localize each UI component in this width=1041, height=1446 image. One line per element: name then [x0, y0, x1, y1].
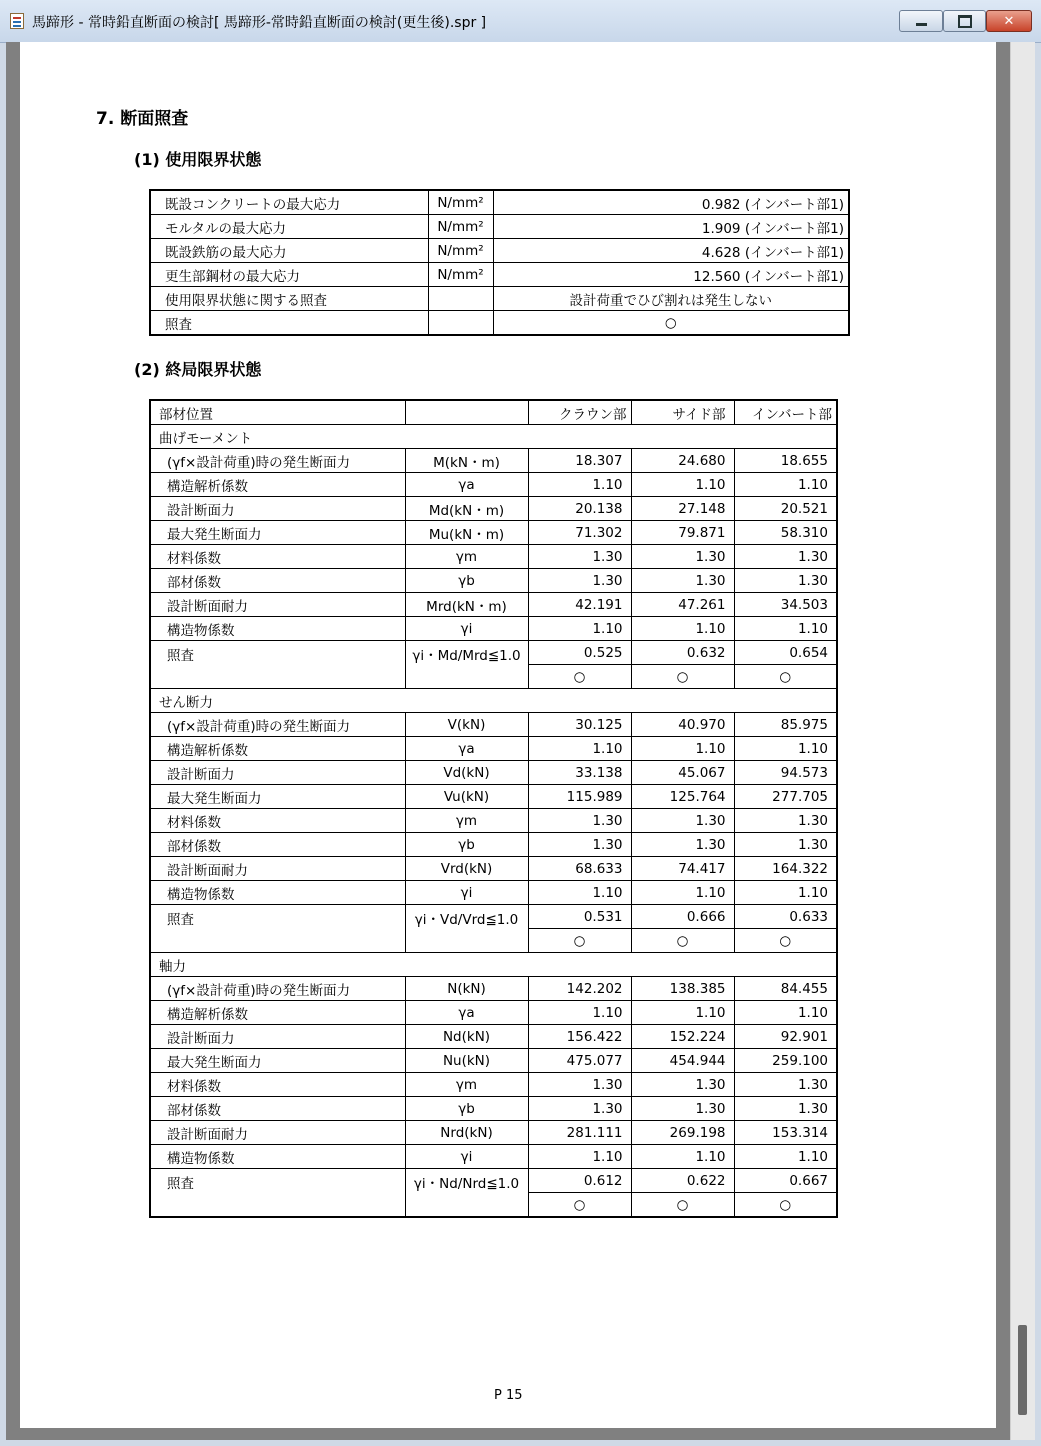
row-value: 12.560 (インバート部1) [493, 263, 849, 287]
table-row [150, 1025, 837, 1049]
row-symbol: γm [405, 1073, 528, 1097]
row-symbol: γa [405, 737, 528, 761]
table-row [150, 713, 837, 737]
row-value: 1.30 [528, 569, 631, 593]
table-row [150, 617, 837, 641]
table-row [150, 977, 837, 1001]
row-symbol: M(kN・m) [405, 449, 528, 473]
row-value: 277.705 [734, 785, 837, 809]
ok-mark: ○ [528, 1193, 631, 1218]
table-row [150, 449, 837, 473]
row-value: 18.307 [528, 449, 631, 473]
ultimate-table [149, 399, 838, 1218]
document-viewport[interactable] [6, 42, 1035, 1440]
row-value: 1.30 [631, 809, 734, 833]
row-label: 設計断面力 [150, 497, 405, 521]
row-value: 92.901 [734, 1025, 837, 1049]
row-value: 0.982 (インバート部1) [493, 190, 849, 215]
group-header-row [150, 953, 837, 977]
row-value: 1.10 [631, 1001, 734, 1025]
table-row [150, 1073, 837, 1097]
row-value: 1.10 [528, 617, 631, 641]
row-value: 1.30 [528, 545, 631, 569]
row-value: 40.970 [631, 713, 734, 737]
ok-mark: ○ [734, 1193, 837, 1218]
table-row [150, 473, 837, 497]
row-label: 更生部鋼材の最大応力 [150, 263, 428, 287]
empty-cell [428, 287, 493, 311]
row-symbol: γi [405, 1145, 528, 1169]
row-value: 1.30 [631, 833, 734, 857]
row-value: 1.30 [734, 1097, 837, 1121]
row-symbol: V(kN) [405, 713, 528, 737]
row-label: 設計断面耐力 [150, 857, 405, 881]
title-bar[interactable] [0, 0, 1041, 43]
group-name: 軸力 [150, 953, 837, 977]
table-row [150, 1049, 837, 1073]
header-label: 部材位置 [150, 400, 405, 425]
table-row [150, 239, 849, 263]
window-title: 馬蹄形 - 常時鉛直断面の検討[ 馬蹄形-常時鉛直断面の検討(更生後).spr ] [32, 15, 487, 31]
ok-mark: ○ [734, 665, 837, 689]
row-value: 259.100 [734, 1049, 837, 1073]
row-label: 構造物係数 [150, 1145, 405, 1169]
table-row [150, 545, 837, 569]
row-unit: N/mm² [428, 215, 493, 239]
row-value: 1.30 [734, 809, 837, 833]
row-value: 94.573 [734, 761, 837, 785]
row-label: 既設鉄筋の最大応力 [150, 239, 428, 263]
check-value: 0.622 [631, 1169, 734, 1193]
table-row [150, 785, 837, 809]
row-value: 1.30 [528, 1097, 631, 1121]
ultimate-title: (2) 終局限界状態 [134, 360, 262, 379]
row-symbol: γb [405, 569, 528, 593]
row-unit: N/mm² [428, 239, 493, 263]
table-row [150, 1121, 837, 1145]
row-label: (γf×設計荷重)時の発生断面力 [150, 977, 405, 1001]
row-value: 475.077 [528, 1049, 631, 1073]
page-number: P 15 [494, 1388, 523, 1403]
row-value: 79.871 [631, 521, 734, 545]
header-side: サイド部 [631, 400, 734, 425]
row-value: 1.30 [528, 833, 631, 857]
row-value: 1.10 [734, 881, 837, 905]
row-value: 68.633 [528, 857, 631, 881]
row-value: 1.30 [528, 809, 631, 833]
row-label: (γf×設計荷重)時の発生断面力 [150, 449, 405, 473]
row-symbol: γa [405, 473, 528, 497]
table-row [150, 1097, 837, 1121]
table-row [150, 593, 837, 617]
row-label: 構造解析係数 [150, 473, 405, 497]
table-row [150, 215, 849, 239]
row-value: 152.224 [631, 1025, 734, 1049]
row-value: 1.10 [631, 617, 734, 641]
row-value: 1.30 [734, 833, 837, 857]
row-value: 1.10 [528, 1001, 631, 1025]
row-label: 材料係数 [150, 545, 405, 569]
ok-mark: ○ [528, 665, 631, 689]
row-value: 30.125 [528, 713, 631, 737]
row-value: 1.10 [734, 1145, 837, 1169]
table-row [150, 287, 849, 311]
group-name: 曲げモーメント [150, 425, 837, 449]
row-label: 構造物係数 [150, 881, 405, 905]
row-value: 20.138 [528, 497, 631, 521]
table-row [150, 857, 837, 881]
row-symbol: Vrd(kN) [405, 857, 528, 881]
serviceability-table [149, 189, 850, 336]
table-header [150, 400, 837, 425]
table-row [150, 190, 849, 215]
serviceability-title: (1) 使用限界状態 [134, 150, 262, 169]
close-icon: ✕ [1003, 13, 1015, 29]
row-value: 1.10 [631, 1145, 734, 1169]
ok-mark: ○ [631, 1193, 734, 1218]
row-value: 156.422 [528, 1025, 631, 1049]
row-value: 18.655 [734, 449, 837, 473]
row-value: 1.30 [734, 569, 837, 593]
row-value: 1.30 [631, 1097, 734, 1121]
row-value: 1.10 [734, 737, 837, 761]
row-value: 153.314 [734, 1121, 837, 1145]
check-label: 使用限界状態に関する照査 [150, 287, 428, 311]
row-symbol: γb [405, 1097, 528, 1121]
row-label: 部材係数 [150, 569, 405, 593]
check-formula: γi・Vd/Vrd≦1.0 [405, 905, 528, 953]
maximize-icon [958, 15, 972, 28]
row-symbol: Vd(kN) [405, 761, 528, 785]
row-label: 部材係数 [150, 1097, 405, 1121]
row-unit: N/mm² [428, 190, 493, 215]
row-label: 部材係数 [150, 833, 405, 857]
row-value: 115.989 [528, 785, 631, 809]
group-name: せん断力 [150, 689, 837, 713]
row-label: 最大発生断面力 [150, 521, 405, 545]
row-value: 1.10 [734, 1001, 837, 1025]
check-row [150, 905, 837, 929]
table-row [150, 1001, 837, 1025]
row-value: 24.680 [631, 449, 734, 473]
row-value: 20.521 [734, 497, 837, 521]
row-symbol: γm [405, 545, 528, 569]
ok-mark: ○ [493, 311, 849, 336]
table-row [150, 737, 837, 761]
check-label: 照査 [150, 905, 405, 953]
check-row [150, 1169, 837, 1193]
document-page [20, 42, 996, 1428]
document-icon [10, 13, 24, 29]
table-row [150, 569, 837, 593]
row-symbol: γm [405, 809, 528, 833]
row-value: 1.30 [734, 1073, 837, 1097]
row-value: 1.10 [528, 737, 631, 761]
row-value: 45.067 [631, 761, 734, 785]
row-symbol: Nrd(kN) [405, 1121, 528, 1145]
row-value: 1.10 [528, 1145, 631, 1169]
header-crown: クラウン部 [528, 400, 631, 425]
ok-mark: ○ [631, 665, 734, 689]
row-value: 34.503 [734, 593, 837, 617]
empty-cell [428, 311, 493, 336]
row-unit: N/mm² [428, 263, 493, 287]
row-value: 42.191 [528, 593, 631, 617]
row-label: 構造物係数 [150, 617, 405, 641]
check-value: 0.531 [528, 905, 631, 929]
row-value: 27.148 [631, 497, 734, 521]
row-value: 33.138 [528, 761, 631, 785]
row-symbol: Mu(kN・m) [405, 521, 528, 545]
vertical-scrollbar[interactable] [1010, 42, 1035, 1440]
row-value: 1.10 [528, 473, 631, 497]
row-value: 4.628 (インバート部1) [493, 239, 849, 263]
ok-mark: ○ [631, 929, 734, 953]
row-value: 1.30 [528, 1073, 631, 1097]
row-symbol: γa [405, 1001, 528, 1025]
row-label: 最大発生断面力 [150, 785, 405, 809]
check-label: 照査 [150, 1169, 405, 1218]
row-value: 1.10 [734, 617, 837, 641]
check-label: 照査 [150, 641, 405, 689]
row-value: 1.10 [631, 473, 734, 497]
table-row [150, 1145, 837, 1169]
row-label: 材料係数 [150, 1073, 405, 1097]
minimize-icon [916, 23, 927, 26]
row-label: 構造解析係数 [150, 1001, 405, 1025]
table-row [150, 521, 837, 545]
row-value: 1.10 [631, 737, 734, 761]
row-value: 1.909 (インバート部1) [493, 215, 849, 239]
row-value: 142.202 [528, 977, 631, 1001]
row-label: 既設コンクリートの最大応力 [150, 190, 428, 215]
check-formula: γi・Nd/Nrd≦1.0 [405, 1169, 528, 1218]
close-button[interactable] [986, 10, 1032, 32]
row-value: 1.30 [631, 569, 734, 593]
ok-mark: ○ [734, 929, 837, 953]
row-symbol: Nd(kN) [405, 1025, 528, 1049]
empty-cell [405, 400, 528, 425]
group-header-row [150, 689, 837, 713]
row-value: 58.310 [734, 521, 837, 545]
check-value: 0.654 [734, 641, 837, 665]
ok-mark: ○ [528, 929, 631, 953]
check-value: 0.667 [734, 1169, 837, 1193]
table-row [150, 761, 837, 785]
row-value: 1.30 [631, 545, 734, 569]
minimize-button[interactable] [899, 10, 943, 32]
check-formula: γi・Md/Mrd≦1.0 [405, 641, 528, 689]
check-value: 0.612 [528, 1169, 631, 1193]
table-row [150, 809, 837, 833]
check-value: 0.632 [631, 641, 734, 665]
check-value: 0.666 [631, 905, 734, 929]
row-value: 1.30 [734, 545, 837, 569]
row-value: 125.764 [631, 785, 734, 809]
row-label: 設計断面力 [150, 1025, 405, 1049]
row-label: 設計断面耐力 [150, 1121, 405, 1145]
row-symbol: Mrd(kN・m) [405, 593, 528, 617]
maximize-button[interactable] [943, 10, 986, 32]
row-value: 269.198 [631, 1121, 734, 1145]
check-value: 0.633 [734, 905, 837, 929]
row-label: 最大発生断面力 [150, 1049, 405, 1073]
row-value: 84.455 [734, 977, 837, 1001]
row-symbol: N(kN) [405, 977, 528, 1001]
table-row [150, 311, 849, 336]
table-row [150, 833, 837, 857]
row-value: 85.975 [734, 713, 837, 737]
table-row [150, 263, 849, 287]
row-label: 設計断面耐力 [150, 593, 405, 617]
row-label: 材料係数 [150, 809, 405, 833]
table-row [150, 497, 837, 521]
row-symbol: Nu(kN) [405, 1049, 528, 1073]
row-label: (γf×設計荷重)時の発生断面力 [150, 713, 405, 737]
row-symbol: γi [405, 881, 528, 905]
header-invert: インバート部 [734, 400, 837, 425]
row-symbol: Md(kN・m) [405, 497, 528, 521]
row-label: 構造解析係数 [150, 737, 405, 761]
row-value: 281.111 [528, 1121, 631, 1145]
row-value: 454.944 [631, 1049, 734, 1073]
row-symbol: γi [405, 617, 528, 641]
row-value: 71.302 [528, 521, 631, 545]
row-value: 74.417 [631, 857, 734, 881]
check-row [150, 641, 837, 665]
row-label: モルタルの最大応力 [150, 215, 428, 239]
row-value: 1.10 [528, 881, 631, 905]
row-value: 138.385 [631, 977, 734, 1001]
group-header-row [150, 425, 837, 449]
scrollbar-thumb[interactable] [1018, 1325, 1027, 1415]
row-symbol: Vu(kN) [405, 785, 528, 809]
row-value: 164.322 [734, 857, 837, 881]
row-value: 1.30 [631, 1073, 734, 1097]
row-value: 1.10 [734, 473, 837, 497]
section-title: 7. 断面照査 [96, 109, 189, 129]
verdict-label: 照査 [150, 311, 428, 336]
row-label: 設計断面力 [150, 761, 405, 785]
row-symbol: γb [405, 833, 528, 857]
check-value: 設計荷重でひび割れは発生しない [493, 287, 849, 311]
table-row [150, 881, 837, 905]
check-value: 0.525 [528, 641, 631, 665]
row-value: 1.10 [631, 881, 734, 905]
row-value: 47.261 [631, 593, 734, 617]
